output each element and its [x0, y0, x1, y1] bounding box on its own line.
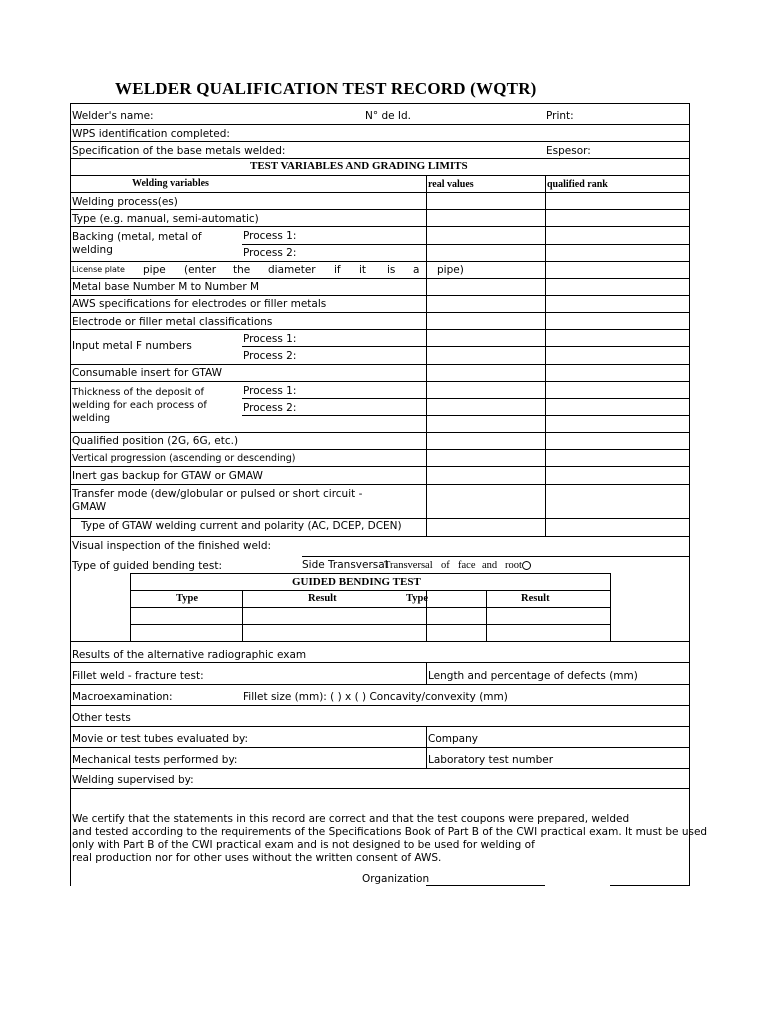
row-position: Qualified position (2G, 6G, etc.) — [72, 435, 239, 447]
row-thickness-line1: Thickness of the deposit of — [72, 387, 204, 398]
col-qualified-rank: qualified rank — [547, 179, 608, 190]
col-real-values: real values — [428, 179, 474, 190]
pipe-word-1: pipe — [143, 264, 166, 276]
pipe-word-7: is — [387, 264, 396, 276]
col-welding-variables: Welding variables — [132, 178, 209, 189]
row-electrode: Electrode or filler metal classifications — [72, 316, 273, 328]
pipe-word-6: it — [359, 264, 367, 276]
radio-circle-icon[interactable] — [522, 561, 531, 570]
transversal-word-1: Transversal — [384, 560, 433, 571]
transversal-word-4: and — [482, 560, 498, 571]
row-current-polarity: Type of GTAW welding current and polarity (AC, DCEP, DCEN) — [81, 520, 402, 532]
row-transfer-line1: Transfer mode (dew/globular or pulsed or short circuit - — [72, 488, 363, 500]
visual-inspection-label: Visual inspection of the finished weld: — [72, 540, 272, 552]
row-welding-process: Welding process(es) — [72, 196, 178, 208]
row-inert-gas: Inert gas backup for GTAW or GMAW — [72, 470, 263, 482]
transversal-word-3: face — [458, 560, 476, 571]
backing-process1-label: Process 1: — [243, 230, 297, 242]
side-transversal-label: Side Transversal — [302, 559, 388, 571]
input-metal-process1-label: Process 1: — [243, 333, 297, 345]
row-input-metal: Input metal F numbers — [72, 340, 192, 352]
thickness-process2-label: Process 2: — [243, 402, 297, 414]
bend-col-type-1: Type — [176, 593, 198, 604]
certification-line4: real production nor for other uses without the written consent of AWS. — [72, 852, 442, 864]
row-thickness-line3: welding — [72, 413, 111, 424]
pipe-word-5: if — [334, 264, 341, 276]
base-metal-spec-label: Specification of the base metals welded: — [72, 145, 286, 157]
transversal-word-5: root — [505, 560, 522, 571]
print-label: Print: — [546, 110, 574, 122]
row-consumable: Consumable insert for GTAW — [72, 367, 222, 379]
input-metal-process2-label: Process 2: — [243, 350, 297, 362]
transversal-word-2: of — [441, 560, 450, 571]
fillet-size-label: Fillet size (mm): ( ) x ( ) Concavity/convexity (mm) — [243, 691, 508, 703]
bend-col-result-2: Result — [521, 593, 550, 604]
row-vertical-progression: Vertical progression (ascending or descending) — [72, 453, 296, 464]
thickness-label: Espesor: — [546, 145, 591, 157]
pipe-word-2: (enter — [184, 264, 217, 276]
row-transfer-line2: GMAW — [72, 501, 107, 513]
macroexamination-label: Macroexamination: — [72, 691, 173, 703]
certification-line1: We certify that the statements in this record are correct and that the test coupons were prepared, welded — [72, 813, 630, 825]
row-backing-line2: welding — [72, 244, 113, 256]
pipe-word-9: pipe) — [437, 264, 464, 276]
mechanical-tests-label: Mechanical tests performed by: — [72, 754, 238, 766]
row-thickness-line2: welding for each process of — [72, 400, 207, 411]
thickness-process1-label: Process 1: — [243, 385, 297, 397]
variables-section-title: TEST VARIABLES AND GRADING LIMITS — [250, 160, 468, 172]
form-title: WELDER QUALIFICATION TEST RECORD (WQTR) — [115, 79, 537, 98]
wps-label: WPS identification completed: — [72, 128, 230, 140]
bend-col-type-2: Type — [406, 593, 428, 604]
other-tests-label: Other tests — [72, 712, 131, 724]
row-license-plate: License plate — [72, 265, 125, 274]
bend-col-result-1: Result — [308, 593, 337, 604]
backing-process2-label: Process 2: — [243, 247, 297, 259]
fillet-fracture-label: Fillet weld - fracture test: — [72, 670, 204, 682]
guided-bending-type-label: Type of guided bending test: — [72, 560, 222, 572]
pipe-word-3: the — [233, 264, 251, 276]
id-number-label: N° de Id. — [365, 110, 412, 122]
row-type: Type (e.g. manual, semi-automatic) — [72, 213, 259, 225]
row-metal-base: Metal base Number M to Number M — [72, 281, 260, 293]
bend-table-title: GUIDED BENDING TEST — [292, 576, 421, 588]
certification-line2: and tested according to the requirements of the Specifications Book of Part B of the CWI practical exam. It must be used — [72, 826, 708, 838]
pipe-word-4: diameter — [268, 264, 316, 276]
evaluated-by-label: Movie or test tubes evaluated by: — [72, 733, 249, 745]
row-aws-spec: AWS specifications for electrodes or filler metals — [72, 298, 327, 310]
certification-line3: only with Part B of the CWI practical exam and is not designed to be used for welding of — [72, 839, 535, 851]
supervised-by-label: Welding supervised by: — [72, 774, 194, 786]
radiographic-label: Results of the alternative radiographic exam — [72, 649, 307, 661]
welder-name-label: Welder's name: — [72, 110, 154, 122]
lab-number-label: Laboratory test number — [428, 754, 554, 766]
company-label: Company — [428, 733, 478, 745]
pipe-word-8: a — [413, 264, 420, 276]
organization-label: Organization — [362, 873, 430, 885]
length-defects-label: Length and percentage of defects (mm) — [428, 670, 638, 682]
row-backing-line1: Backing (metal, metal of — [72, 231, 202, 243]
